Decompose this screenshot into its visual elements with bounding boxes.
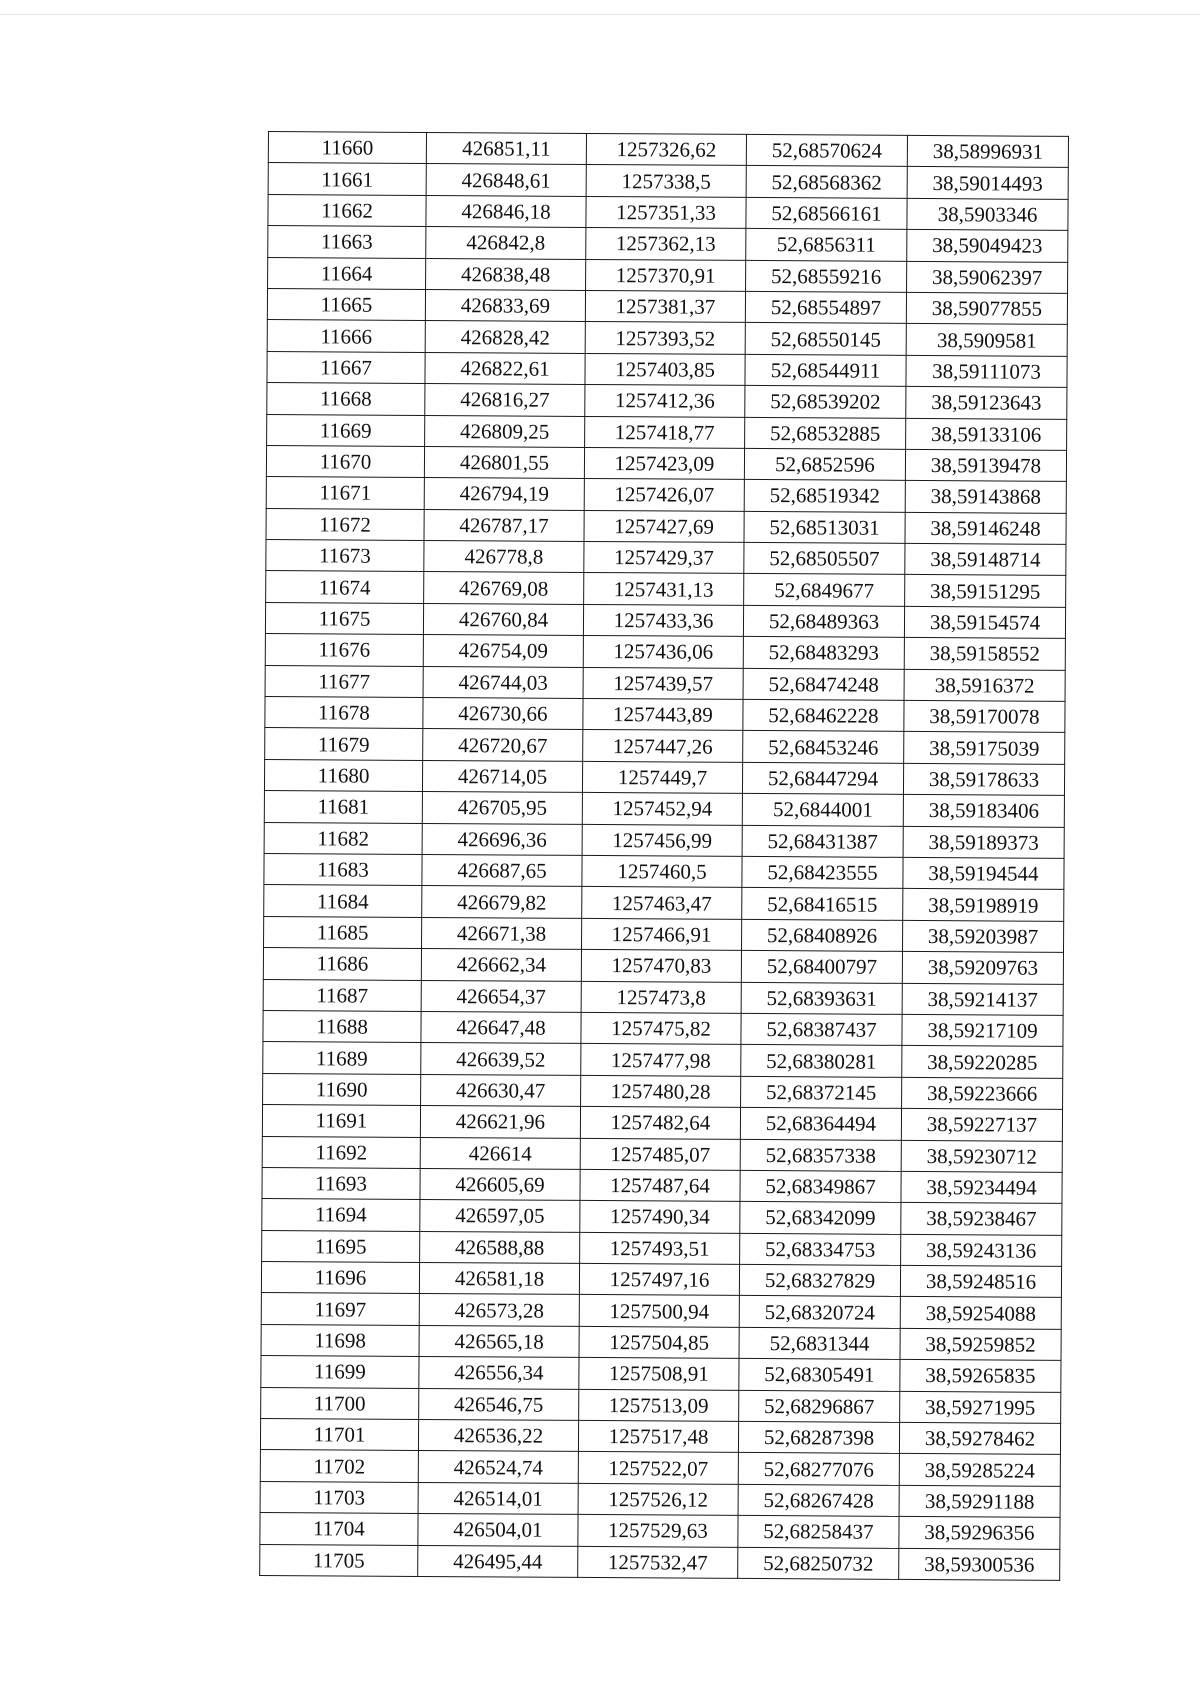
longitude-cell: 38,59194544 — [903, 857, 1064, 889]
latitude-cell: 52,68320724 — [739, 1296, 900, 1328]
y-coordinate-cell: 1257452,94 — [582, 793, 742, 825]
point-number-cell: 11703 — [260, 1481, 418, 1513]
table-row — [268, 226, 1068, 262]
y-coordinate-cell: 1257370,91 — [586, 259, 746, 291]
table-row — [264, 885, 1064, 921]
point-number-cell: 11697 — [261, 1293, 419, 1325]
x-coordinate-cell: 426565,18 — [419, 1325, 579, 1357]
longitude-cell: 38,59230712 — [901, 1140, 1062, 1172]
point-number-cell: 11669 — [267, 414, 425, 446]
latitude-cell: 52,68568362 — [746, 166, 907, 198]
x-coordinate-cell: 426621,96 — [420, 1106, 580, 1138]
point-number-cell: 11683 — [264, 853, 422, 885]
x-coordinate-cell: 426744,03 — [423, 666, 583, 698]
longitude-cell: 38,59217109 — [902, 1014, 1063, 1046]
latitude-cell: 52,68462228 — [743, 699, 904, 731]
point-number-cell: 11702 — [260, 1450, 418, 1482]
x-coordinate-cell: 426794,19 — [424, 478, 584, 510]
point-number-cell: 11704 — [260, 1513, 418, 1545]
table-row — [263, 1010, 1063, 1046]
point-number-cell: 11676 — [265, 634, 423, 666]
longitude-cell: 38,59154574 — [904, 606, 1065, 638]
table-row — [262, 1199, 1062, 1235]
point-number-cell: 11699 — [261, 1356, 419, 1388]
point-number-cell: 11670 — [266, 445, 424, 477]
x-coordinate-cell: 426801,55 — [424, 446, 584, 478]
point-number-cell: 11700 — [261, 1387, 419, 1419]
point-number-cell: 11693 — [262, 1167, 420, 1199]
x-coordinate-cell: 426630,47 — [421, 1074, 581, 1106]
point-number-cell: 11695 — [262, 1230, 420, 1262]
point-number-cell: 11660 — [268, 132, 426, 164]
latitude-cell: 52,6844001 — [742, 794, 903, 826]
y-coordinate-cell: 1257412,36 — [585, 385, 745, 417]
table-row — [266, 477, 1066, 513]
longitude-cell: 38,59278462 — [899, 1422, 1060, 1454]
point-number-cell: 11686 — [263, 948, 421, 980]
x-coordinate-cell: 426662,34 — [421, 949, 581, 981]
longitude-cell: 38,59209763 — [902, 952, 1063, 984]
x-coordinate-cell: 426851,11 — [426, 132, 586, 164]
latitude-cell: 52,68380281 — [741, 1045, 902, 1077]
latitude-cell: 52,68400797 — [741, 951, 902, 983]
x-coordinate-cell: 426679,82 — [422, 886, 582, 918]
x-coordinate-cell: 426760,84 — [423, 603, 583, 635]
x-coordinate-cell: 426720,67 — [423, 729, 583, 761]
table-row — [265, 634, 1065, 670]
point-number-cell: 11666 — [267, 320, 425, 352]
point-number-cell: 11679 — [265, 728, 423, 760]
latitude-cell: 52,68544911 — [745, 354, 906, 386]
table-row — [263, 1073, 1063, 1109]
point-number-cell: 11668 — [267, 383, 425, 415]
y-coordinate-cell: 1257532,47 — [578, 1546, 738, 1578]
x-coordinate-cell: 426714,05 — [422, 760, 582, 792]
latitude-cell: 52,68250732 — [738, 1547, 899, 1579]
x-coordinate-cell: 426654,37 — [421, 980, 581, 1012]
table-row — [261, 1262, 1061, 1298]
latitude-cell: 52,68305491 — [739, 1359, 900, 1391]
point-number-cell: 11662 — [268, 194, 426, 226]
coordinates-table-body — [260, 132, 1069, 1581]
x-coordinate-cell: 426816,27 — [425, 384, 585, 416]
table-row — [262, 1167, 1062, 1203]
y-coordinate-cell: 1257381,37 — [585, 290, 745, 322]
table-row — [265, 697, 1065, 733]
longitude-cell: 38,59143868 — [905, 481, 1066, 513]
point-number-cell: 11685 — [264, 916, 422, 948]
x-coordinate-cell: 426778,8 — [424, 541, 584, 573]
latitude-cell: 52,68342099 — [740, 1202, 901, 1234]
x-coordinate-cell: 426504,01 — [418, 1514, 578, 1546]
x-coordinate-cell: 426614 — [420, 1137, 580, 1169]
longitude-cell: 38,59296356 — [899, 1517, 1060, 1549]
y-coordinate-cell: 1257463,47 — [582, 887, 742, 919]
latitude-cell: 52,68513031 — [744, 511, 905, 543]
point-number-cell: 11694 — [262, 1199, 420, 1231]
x-coordinate-cell: 426838,48 — [426, 258, 586, 290]
point-number-cell: 11675 — [265, 602, 423, 634]
point-number-cell: 11689 — [263, 1042, 421, 1074]
table-row — [265, 665, 1065, 701]
latitude-cell: 52,68423555 — [742, 856, 903, 888]
point-number-cell: 11681 — [264, 791, 422, 823]
x-coordinate-cell: 426581,18 — [419, 1263, 579, 1295]
longitude-cell: 38,59227137 — [901, 1108, 1062, 1140]
y-coordinate-cell: 1257433,36 — [583, 604, 743, 636]
table-row — [260, 1481, 1060, 1517]
x-coordinate-cell: 426639,52 — [421, 1043, 581, 1075]
y-coordinate-cell: 1257466,91 — [582, 918, 742, 950]
y-coordinate-cell: 1257362,13 — [586, 228, 746, 260]
latitude-cell: 52,68539202 — [745, 386, 906, 418]
latitude-cell: 52,68408926 — [742, 919, 903, 951]
point-number-cell: 11672 — [266, 508, 424, 540]
point-number-cell: 11663 — [268, 226, 426, 258]
x-coordinate-cell: 426597,05 — [420, 1200, 580, 1232]
y-coordinate-cell: 1257504,85 — [579, 1326, 739, 1358]
latitude-cell: 52,68357338 — [740, 1139, 901, 1171]
longitude-cell: 38,59285224 — [899, 1454, 1060, 1486]
table-row — [260, 1450, 1060, 1486]
y-coordinate-cell: 1257393,52 — [585, 322, 745, 354]
table-row — [265, 602, 1065, 638]
longitude-cell: 38,5903346 — [907, 198, 1068, 230]
x-coordinate-cell: 426754,09 — [423, 635, 583, 667]
longitude-cell: 38,59271995 — [900, 1391, 1061, 1423]
longitude-cell: 38,59214137 — [902, 983, 1063, 1015]
table-row — [264, 822, 1064, 858]
longitude-cell: 38,59291188 — [899, 1485, 1060, 1517]
y-coordinate-cell: 1257490,34 — [580, 1201, 740, 1233]
latitude-cell: 52,68483293 — [743, 637, 904, 669]
longitude-cell: 38,59151295 — [905, 575, 1066, 607]
point-number-cell: 11690 — [263, 1073, 421, 1105]
point-number-cell: 11665 — [267, 288, 425, 320]
x-coordinate-cell: 426787,17 — [424, 509, 584, 541]
longitude-cell: 38,59077855 — [906, 292, 1067, 324]
point-number-cell: 11661 — [268, 163, 426, 195]
longitude-cell: 38,59243136 — [901, 1234, 1062, 1266]
latitude-cell: 52,68554897 — [745, 291, 906, 323]
latitude-cell: 52,68258437 — [738, 1516, 899, 1548]
y-coordinate-cell: 1257426,07 — [584, 479, 744, 511]
y-coordinate-cell: 1257403,85 — [585, 353, 745, 385]
longitude-cell: 38,59123643 — [906, 387, 1067, 419]
x-coordinate-cell: 426536,22 — [418, 1419, 578, 1451]
x-coordinate-cell: 426647,48 — [421, 1011, 581, 1043]
x-coordinate-cell: 426705,95 — [422, 792, 582, 824]
table-row — [264, 853, 1064, 889]
longitude-cell: 38,59300536 — [899, 1548, 1060, 1580]
y-coordinate-cell: 1257480,28 — [581, 1075, 741, 1107]
point-number-cell: 11678 — [265, 697, 423, 729]
x-coordinate-cell: 426822,61 — [425, 352, 585, 384]
x-coordinate-cell: 426696,36 — [422, 823, 582, 855]
y-coordinate-cell: 1257449,7 — [582, 761, 742, 793]
y-coordinate-cell: 1257485,07 — [580, 1138, 740, 1170]
point-number-cell: 11673 — [266, 540, 424, 572]
latitude-cell: 52,68570624 — [746, 134, 907, 166]
longitude-cell: 38,59265835 — [900, 1360, 1061, 1392]
table-row — [260, 1544, 1060, 1580]
table-row — [262, 1136, 1062, 1172]
scan-top-edge — [0, 14, 1200, 15]
longitude-cell: 38,59175039 — [904, 732, 1065, 764]
latitude-cell: 52,68387437 — [741, 1013, 902, 1045]
latitude-cell: 52,68505507 — [744, 542, 905, 574]
y-coordinate-cell: 1257473,8 — [581, 981, 741, 1013]
table-row — [264, 759, 1064, 795]
point-number-cell: 11691 — [262, 1105, 420, 1137]
y-coordinate-cell: 1257513,09 — [579, 1389, 739, 1421]
longitude-cell: 38,5909581 — [906, 324, 1067, 356]
point-number-cell: 11688 — [263, 1010, 421, 1042]
longitude-cell: 38,59133106 — [906, 418, 1067, 450]
x-coordinate-cell: 426842,8 — [426, 227, 586, 259]
latitude-cell: 52,68277076 — [738, 1453, 899, 1485]
latitude-cell: 52,68267428 — [738, 1484, 899, 1516]
point-number-cell: 11692 — [262, 1136, 420, 1168]
table-row — [268, 132, 1068, 168]
x-coordinate-cell: 426730,66 — [423, 697, 583, 729]
coordinates-table — [259, 131, 1069, 1581]
y-coordinate-cell: 1257456,99 — [582, 824, 742, 856]
latitude-cell: 52,68349867 — [740, 1170, 901, 1202]
latitude-cell: 52,68296867 — [739, 1390, 900, 1422]
latitude-cell: 52,68566161 — [746, 197, 907, 229]
x-coordinate-cell: 426833,69 — [425, 289, 585, 321]
latitude-cell: 52,68431387 — [742, 825, 903, 857]
latitude-cell: 52,68364494 — [740, 1108, 901, 1140]
x-coordinate-cell: 426546,75 — [419, 1388, 579, 1420]
y-coordinate-cell: 1257508,91 — [579, 1358, 739, 1390]
table-row — [261, 1293, 1061, 1329]
point-number-cell: 11684 — [264, 885, 422, 917]
point-number-cell: 11705 — [260, 1544, 418, 1576]
latitude-cell: 52,6856311 — [746, 229, 907, 261]
table-row — [265, 728, 1065, 764]
point-number-cell: 11674 — [266, 571, 424, 603]
x-coordinate-cell: 426769,08 — [424, 572, 584, 604]
longitude-cell: 38,59062397 — [907, 261, 1068, 293]
y-coordinate-cell: 1257427,69 — [584, 510, 744, 542]
y-coordinate-cell: 1257351,33 — [586, 196, 746, 228]
table-row — [261, 1387, 1061, 1423]
latitude-cell: 52,68550145 — [745, 323, 906, 355]
longitude-cell: 38,59139478 — [905, 449, 1066, 481]
x-coordinate-cell: 426588,88 — [420, 1231, 580, 1263]
point-number-cell: 11680 — [264, 759, 422, 791]
longitude-cell: 38,59198919 — [903, 889, 1064, 921]
latitude-cell: 52,68489363 — [743, 605, 904, 637]
latitude-cell: 52,68447294 — [742, 762, 903, 794]
x-coordinate-cell: 426495,44 — [418, 1545, 578, 1577]
x-coordinate-cell: 426605,69 — [420, 1168, 580, 1200]
table-row — [266, 540, 1066, 576]
longitude-cell: 38,59220285 — [902, 1046, 1063, 1078]
x-coordinate-cell: 426524,74 — [418, 1451, 578, 1483]
y-coordinate-cell: 1257526,12 — [578, 1483, 738, 1515]
point-number-cell: 11696 — [261, 1262, 419, 1294]
longitude-cell: 38,59146248 — [905, 512, 1066, 544]
x-coordinate-cell: 426573,28 — [419, 1294, 579, 1326]
longitude-cell: 38,59238467 — [901, 1203, 1062, 1235]
point-number-cell: 11687 — [263, 979, 421, 1011]
longitude-cell: 38,59158552 — [904, 638, 1065, 670]
longitude-cell: 38,59183406 — [903, 795, 1064, 827]
latitude-cell: 52,6849677 — [744, 574, 905, 606]
table-row — [266, 571, 1066, 607]
point-number-cell: 11698 — [261, 1324, 419, 1356]
table-row — [263, 1042, 1063, 1078]
latitude-cell: 52,68532885 — [745, 417, 906, 449]
latitude-cell: 52,6852596 — [744, 448, 905, 480]
point-number-cell: 11667 — [267, 351, 425, 383]
latitude-cell: 52,68559216 — [746, 260, 907, 292]
table-row — [267, 383, 1067, 419]
y-coordinate-cell: 1257429,37 — [584, 542, 744, 574]
table-row — [264, 916, 1064, 952]
y-coordinate-cell: 1257447,26 — [583, 730, 743, 762]
longitude-cell: 38,59203987 — [902, 920, 1063, 952]
y-coordinate-cell: 1257418,77 — [585, 416, 745, 448]
x-coordinate-cell: 426671,38 — [422, 917, 582, 949]
longitude-cell: 38,58996931 — [907, 135, 1068, 167]
y-coordinate-cell: 1257477,98 — [581, 1044, 741, 1076]
y-coordinate-cell: 1257482,64 — [580, 1107, 740, 1139]
x-coordinate-cell: 426809,25 — [425, 415, 585, 447]
latitude-cell: 52,68453246 — [743, 731, 904, 763]
table-row — [261, 1356, 1061, 1392]
longitude-cell: 38,5916372 — [904, 669, 1065, 701]
longitude-cell: 38,59170078 — [904, 700, 1065, 732]
table-row — [267, 288, 1067, 324]
x-coordinate-cell: 426687,65 — [422, 854, 582, 886]
latitude-cell: 52,68393631 — [741, 982, 902, 1014]
table-row — [268, 194, 1068, 230]
longitude-cell: 38,59234494 — [901, 1171, 1062, 1203]
longitude-cell: 38,59254088 — [900, 1297, 1061, 1329]
longitude-cell: 38,59178633 — [903, 763, 1064, 795]
table-row — [264, 791, 1064, 827]
table-row — [267, 414, 1067, 450]
latitude-cell: 52,68416515 — [742, 888, 903, 920]
y-coordinate-cell: 1257493,51 — [580, 1232, 740, 1264]
x-coordinate-cell: 426848,61 — [426, 164, 586, 196]
longitude-cell: 38,59148714 — [905, 543, 1066, 575]
table-row — [268, 257, 1068, 293]
table-row — [263, 979, 1063, 1015]
y-coordinate-cell: 1257439,57 — [583, 667, 743, 699]
y-coordinate-cell: 1257431,13 — [584, 573, 744, 605]
x-coordinate-cell: 426514,01 — [418, 1482, 578, 1514]
point-number-cell: 11677 — [265, 665, 423, 697]
table-row — [262, 1105, 1062, 1141]
latitude-cell: 52,68287398 — [738, 1421, 899, 1453]
x-coordinate-cell: 426828,42 — [425, 321, 585, 353]
y-coordinate-cell: 1257529,63 — [578, 1515, 738, 1547]
table-row — [268, 163, 1068, 199]
y-coordinate-cell: 1257497,16 — [579, 1263, 739, 1295]
latitude-cell: 52,68519342 — [744, 480, 905, 512]
point-number-cell: 11664 — [268, 257, 426, 289]
y-coordinate-cell: 1257500,94 — [579, 1295, 739, 1327]
point-number-cell: 11701 — [260, 1418, 418, 1450]
table-row — [261, 1324, 1061, 1360]
table-row — [266, 445, 1066, 481]
y-coordinate-cell: 1257338,5 — [586, 165, 746, 197]
y-coordinate-cell: 1257487,64 — [580, 1169, 740, 1201]
longitude-cell: 38,59259852 — [900, 1328, 1061, 1360]
latitude-cell: 52,68372145 — [741, 1076, 902, 1108]
table-row — [266, 508, 1066, 544]
longitude-cell: 38,59223666 — [902, 1077, 1063, 1109]
y-coordinate-cell: 1257460,5 — [582, 855, 742, 887]
y-coordinate-cell: 1257436,06 — [583, 636, 743, 668]
point-number-cell: 11671 — [266, 477, 424, 509]
table-row — [267, 320, 1067, 356]
y-coordinate-cell: 1257470,83 — [581, 950, 741, 982]
latitude-cell: 52,68334753 — [740, 1233, 901, 1265]
longitude-cell: 38,59189373 — [903, 826, 1064, 858]
table-row — [267, 351, 1067, 387]
y-coordinate-cell: 1257443,89 — [583, 698, 743, 730]
table-row — [263, 948, 1063, 984]
table-row — [260, 1418, 1060, 1454]
x-coordinate-cell: 426556,34 — [419, 1357, 579, 1389]
y-coordinate-cell: 1257423,09 — [584, 447, 744, 479]
longitude-cell: 38,59049423 — [907, 230, 1068, 262]
table-row — [262, 1230, 1062, 1266]
latitude-cell: 52,68474248 — [743, 668, 904, 700]
table-row — [260, 1513, 1060, 1549]
longitude-cell: 38,59111073 — [906, 355, 1067, 387]
point-number-cell: 11682 — [264, 822, 422, 854]
y-coordinate-cell: 1257326,62 — [586, 133, 746, 165]
y-coordinate-cell: 1257475,82 — [581, 1012, 741, 1044]
longitude-cell: 38,59248516 — [900, 1265, 1061, 1297]
y-coordinate-cell: 1257522,07 — [578, 1452, 738, 1484]
longitude-cell: 38,59014493 — [907, 167, 1068, 199]
latitude-cell: 52,6831344 — [739, 1327, 900, 1359]
x-coordinate-cell: 426846,18 — [426, 195, 586, 227]
latitude-cell: 52,68327829 — [739, 1264, 900, 1296]
y-coordinate-cell: 1257517,48 — [578, 1420, 738, 1452]
